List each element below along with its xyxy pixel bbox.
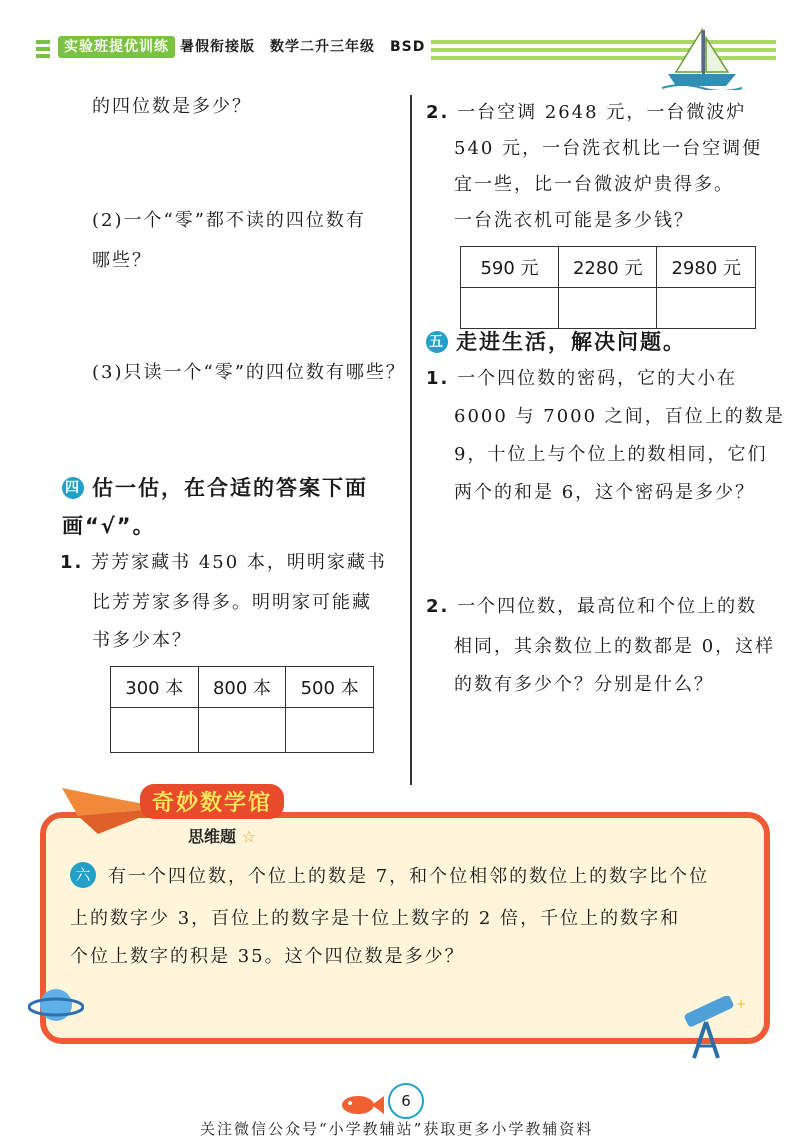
option-cell: 500 本 xyxy=(286,667,374,708)
s5-problem2-line2: 相同，其余数位上的数都是 0，这样 xyxy=(454,636,776,657)
column-divider xyxy=(410,95,412,785)
s5-problem1-line2: 6000 与 7000 之间，百位上的数是 xyxy=(454,406,785,427)
checkmark-cell[interactable] xyxy=(286,708,374,753)
s4-problem2 xyxy=(426,98,746,128)
s5-problem1-line4: 两个的和是 6，这个密码是多少？ xyxy=(454,482,756,503)
footer-note: 关注微信公众号“小学教辅站”获取更多小学教辅资料 xyxy=(200,1120,594,1138)
checkmark-cell[interactable] xyxy=(461,288,559,329)
puzzle-badge: 六 xyxy=(70,862,96,888)
checkmark-cell[interactable] xyxy=(111,708,199,753)
puzzle-line2: 上的数字少 3，百位上的数字是十位上数字的 2 倍，千位上的数字和 xyxy=(70,908,681,929)
s4-problem2-number: 2. xyxy=(426,102,450,123)
q3-text: (3)只读一个“零”的四位数有哪些？ xyxy=(92,362,406,383)
option-cell: 800 本 xyxy=(198,667,286,708)
series-label: 实验班提优训练 xyxy=(58,36,175,58)
section4-line2: 画“√”。 xyxy=(62,514,156,538)
s5-problem1-line3: 9，十位上与个位上的数相同，它们 xyxy=(454,444,768,465)
puzzle-title: 奇妙数学馆 xyxy=(140,784,284,819)
s5-problem2-line3: 的数有多少个？分别是什么？ xyxy=(454,674,714,695)
s4-problem2-line3: 宜一些，比一台微波炉贵得多。 xyxy=(454,174,734,195)
q2-line2: 哪些？ xyxy=(92,250,152,271)
svg-text:+: + xyxy=(736,997,747,1011)
section4-line1: 估一估，在合适的答案下面 xyxy=(92,476,368,500)
sailboat-icon xyxy=(662,28,742,90)
s4-problem1-line2: 比芳芳家多得多。明明家可能藏 xyxy=(92,592,372,613)
puzzle-subtitle xyxy=(188,824,256,847)
option-cell: 300 本 xyxy=(111,667,199,708)
page-number: 6 xyxy=(388,1083,424,1119)
s4-problem2-line2: 540 元，一台洗衣机比一台空调便 xyxy=(454,138,763,159)
option-cell: 2980 元 xyxy=(657,247,756,288)
puzzle-subtitle-text: 思维题 xyxy=(188,827,237,846)
s4-problem1 xyxy=(60,548,387,578)
s5-problem2-number: 2. xyxy=(426,596,450,617)
s4-problem1-line1: 芳芳家藏书 450 本，明明家藏书 xyxy=(91,552,387,573)
planet-icon xyxy=(28,980,84,1030)
checkmark-cell[interactable] xyxy=(198,708,286,753)
q2-line1: (2)一个“零”都不读的四位数有 xyxy=(92,210,366,231)
s5-problem2-line1: 一个四位数，最高位和个位上的数 xyxy=(457,596,758,617)
section5-badge: 五 xyxy=(426,331,448,353)
telescope-icon xyxy=(676,996,748,1060)
washer-answer-table xyxy=(460,246,756,329)
puzzle-line1: 有一个四位数，个位上的数是 7，和个位相邻的数位上的数字比个位 xyxy=(108,866,710,887)
books-answer-table xyxy=(110,666,374,753)
option-cell: 2280 元 xyxy=(558,247,657,288)
section4-heading xyxy=(62,470,368,506)
fish-icon xyxy=(336,1090,386,1120)
s5-problem1-line1: 一个四位数的密码，它的大小在 xyxy=(457,368,738,389)
s4-problem2-line4: 一台洗衣机可能是多少钱？ xyxy=(454,210,694,231)
option-cell: 590 元 xyxy=(461,247,559,288)
s4-problem2-line1: 一台空调 2648 元，一台微波炉 xyxy=(457,102,747,123)
s5-problem1-number: 1. xyxy=(426,368,450,389)
s5-problem2 xyxy=(426,592,757,622)
section5-title: 走进生活，解决问题。 xyxy=(456,330,686,354)
puzzle-line3: 个位上数字的积是 35。这个四位数是多少？ xyxy=(70,946,465,967)
checkmark-cell[interactable] xyxy=(657,288,756,329)
s4-problem1-number: 1. xyxy=(60,552,84,573)
section4-badge: 四 xyxy=(62,477,84,499)
s4-problem1-line3: 书多少本？ xyxy=(92,630,192,651)
s5-problem1 xyxy=(426,364,737,394)
book-info: 暑假衔接版 数学二升三年级 BSD xyxy=(180,39,426,55)
star-icon: ☆ xyxy=(241,827,256,846)
q-cont: 的四位数是多少？ xyxy=(92,96,252,117)
section5-heading xyxy=(426,324,686,360)
checkmark-cell[interactable] xyxy=(558,288,657,329)
